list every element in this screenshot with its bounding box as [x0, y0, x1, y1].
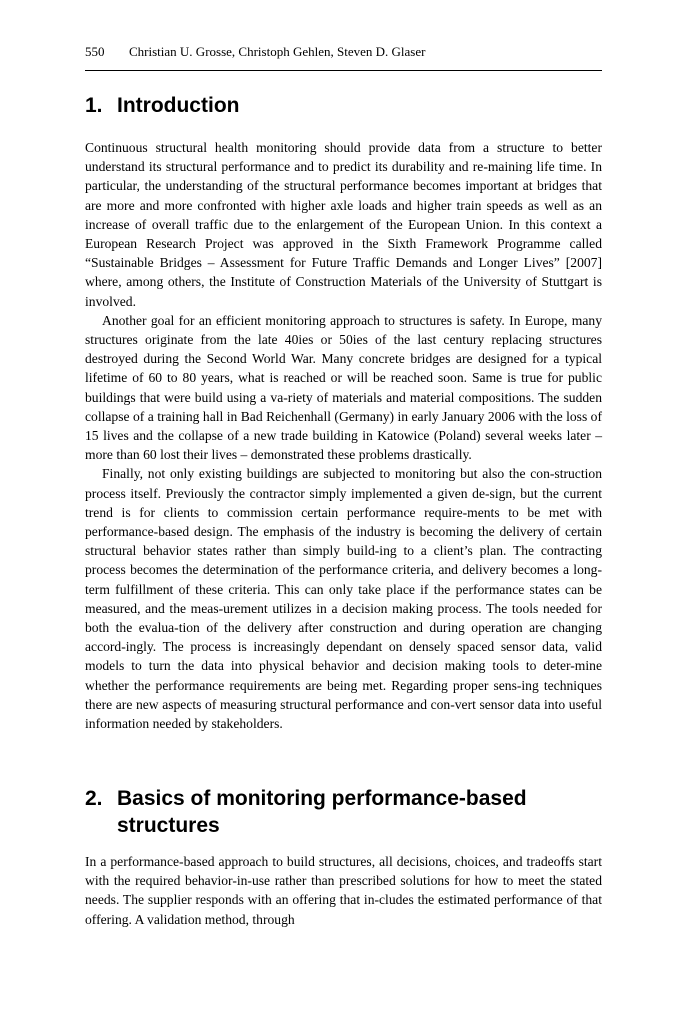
header-rule	[85, 70, 602, 71]
section-title-continued: structures	[117, 814, 220, 837]
section-number: 2.	[85, 787, 103, 810]
section-title: Introduction	[117, 94, 240, 117]
introduction-body	[85, 138, 602, 733]
running-header	[85, 44, 602, 59]
running-header-authors: Christian U. Grosse, Christoph Gehlen, Steven D. Glaser	[129, 44, 426, 59]
section-number: 1.	[85, 94, 103, 117]
section-heading-introduction	[85, 92, 602, 119]
paragraph: Continuous structural health monitoring should provide data from a structure to better understand its structural performance and to predict its durability and re-maining life time. In particular, the understanding of the structural performance becomes important at bridges that are more and more confronted with higher axle loads and higher train speeds as well as an increase of overall traffic due to the enlargement of the European Union. In this context a European Research Project was approved in the Sixth Framework Programme called “Sustainable Bridges – Assessment for Future Traffic Demands and Longer Lives” [2007] where, among others, the Institute of Construction Materials of the University of Stuttgart is involved.	[85, 140, 602, 309]
page-number: 550	[85, 44, 105, 59]
paragraph: In a performance-based approach to build structures, all decisions, choices, and tradeoffs start with the required behavior-in-use rather than prescribed solutions for how to meet the stated needs. The supplier responds with an offering that in-cludes the estimated performance of that offering. A validation method, through	[85, 854, 602, 927]
paragraph: Finally, not only existing buildings are subjected to monitoring but also the con-struction process itself. Previously the contractor simply implemented a given de-sign, but the current trend is for clients to commission certain performance require-ments to be met with performance-based design. The emphasis of the industry is becoming the delivery of certain structural behavior states rather than simply build-ing to a client’s plan. The contracting process becomes the determination of the performance criteria, and delivery becomes a long-term fulfillment of these criteria. This can only take place if the performance states can be measured, and the meas-urement utilizes in a decision making process. The tools needed for both the evalua-tion of the delivery after construction and during operation are changing accord-ingly. The process is increasingly dependant on densely spaced sensor data, valid models to turn the data into physical behavior and decision making tools to deter-mine whether the performance requirements are being met. Regarding proper sens-ing techniques there are new aspects of measuring structural performance and con-vert sensor data into useful information needed by stakeholders.	[85, 466, 602, 732]
section-heading-basics	[85, 785, 602, 839]
paragraph: Another goal for an efficient monitoring approach to structures is safety. In Europe, many structures originate from the late 40ies or 50ies of the last century replacing structures destroyed during the Second World War. Many concrete bridges are designed for a typical lifetime of 60 to 80 years, what is reached or will be reached soon. Same is true for public buildings that were build using a va-riety of materials and material compositions. The sudden collapse of a training hall in Bad Reichenhall (Germany) in early January 2006 with the loss of 15 lives and the collapse of a new trade building in Katowice (Poland) several weeks later – more than 60 lost their lives – demonstrated these problems drastically.	[85, 312, 602, 463]
basics-body	[85, 852, 602, 929]
section-title: Basics of monitoring performance-based	[117, 787, 527, 810]
